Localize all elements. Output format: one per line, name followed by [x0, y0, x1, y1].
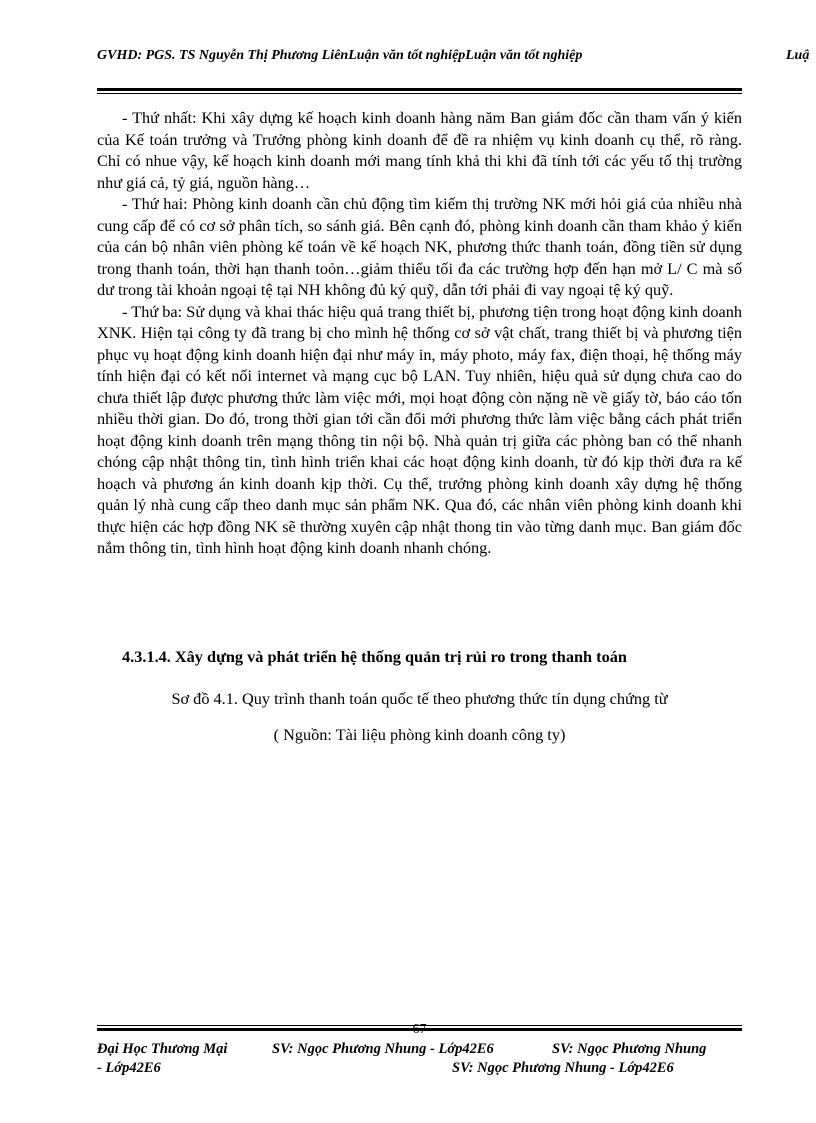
footer-student-2-class: - Lớp42E6: [97, 1060, 161, 1076]
paragraph-first: - Thứ nhất: Khi xây dựng kế hoạch kinh doanh hàng năm Ban giám đốc cần tham vấn ý kiến của Kế toán trưởng và Trưởng phòng kinh doanh để đề ra nhiệm vụ kinh doanh cụ thể, rõ ràng. Chỉ có nhue vậy, kế hoạch kinh doanh mới mang tính khả thi khi đã tính tới các yếu tố thị trường như giá cả, tỷ giá, nguồn hàng…: [97, 108, 742, 192]
header-truncated-text: Luậ: [786, 48, 810, 63]
figure-caption: Sơ đồ 4.1. Quy trình thanh toán quốc tế theo phương thức tín dụng chứng từ: [171, 689, 668, 708]
header-advisor-text: GVHD: PGS. TS Nguyễn Thị Phương LiênLuận văn tốt nghiệpLuận văn tốt nghiệp: [97, 48, 583, 63]
paragraph-third: - Thứ ba: Sử dụng và khai thác hiệu quả trang thiết bị, phương tiện trong hoạt động kinh doanh XNK. Hiện tại công ty đã trang bị cho mình hệ thống cơ sở vật chất, trang thiết bị và phương tiện phục vụ hoạt động kinh doanh hiện đại như máy in, máy photo, máy fax, điện thoại, hệ thống máy tính hiện đại có kết nối internet và mạng cục bộ LAN. Tuy nhiên, hiệu quả sử dụng chưa cao do chưa thiết lập được phương thức làm việc mới, mọi hoạt động còn nặng nề về giấy tờ, báo cáo tốn nhiều thời gian. Do đó, trong thời gian tới cần đổi mới phương thức làm việc bằng cách phát triển hoạt động kinh doanh trên mạng thông tin nội bộ. Nhà quản trị giữa các phòng ban có thể nhanh chóng cập nhật thông tin, tình hình triển khai các hoạt động kinh doanh, từ đó kịp thời đưa ra kế hoạch và phương án kinh doanh kịp thời. Cụ thể, trưởng phòng kinh doanh xây dựng hệ thống quản lý nhà cung cấp theo danh mục sản phẩm NK. Qua đó, các nhân viên phòng kinh doanh khi thực hiện các hợp đồng NK sẽ thường xuyên cập nhật thong tin vào từng danh mục. Ban giám đốc nắm thông tin, tình hình hoạt động kinh doanh nhanh chóng.: [97, 301, 742, 557]
footer-student-1: SV: Ngọc Phương Nhung - Lớp42E6: [272, 1041, 494, 1057]
footer-student-3: SV: Ngọc Phương Nhung - Lớp42E6: [452, 1060, 674, 1076]
figure-source: ( Nguồn: Tài liệu phòng kinh doanh công ty): [273, 725, 566, 744]
footer-school: Đại Học Thương Mại: [97, 1041, 228, 1057]
document-body: [97, 107, 742, 559]
footer-student-2-name: SV: Ngọc Phương Nhung: [552, 1041, 707, 1057]
paragraph-second: - Thứ hai: Phòng kinh doanh cần chủ động tìm kiếm thị trường NK mới hỏi giá của nhiều nhà cung cấp để có cơ sở phân tích, so sánh giá. Bên cạnh đó, phòng kinh doanh cần tham khảo ý kiến của cán bộ nhân viên phòng kế toán về kế hoạch NK, phương thức thanh toán, đồng tiền sử dụng trong thanh toán, thời hạn thanh toỏn…giảm thiểu tối đa các trường hợp đến hạn mở L/ C mà số dư trong tài khoản ngoại tệ tại NH không đủ ký quỹ, dẫn tới phải đi vay ngoại tệ ký quỹ.: [97, 194, 742, 299]
section-heading: 4.3.1.4. Xây dựng và phát triển hệ thống quản trị rủi ro trong thanh toán: [122, 647, 627, 666]
page-header: [97, 48, 816, 70]
header-rule: [97, 88, 742, 91]
page-number: 67: [412, 1022, 427, 1037]
